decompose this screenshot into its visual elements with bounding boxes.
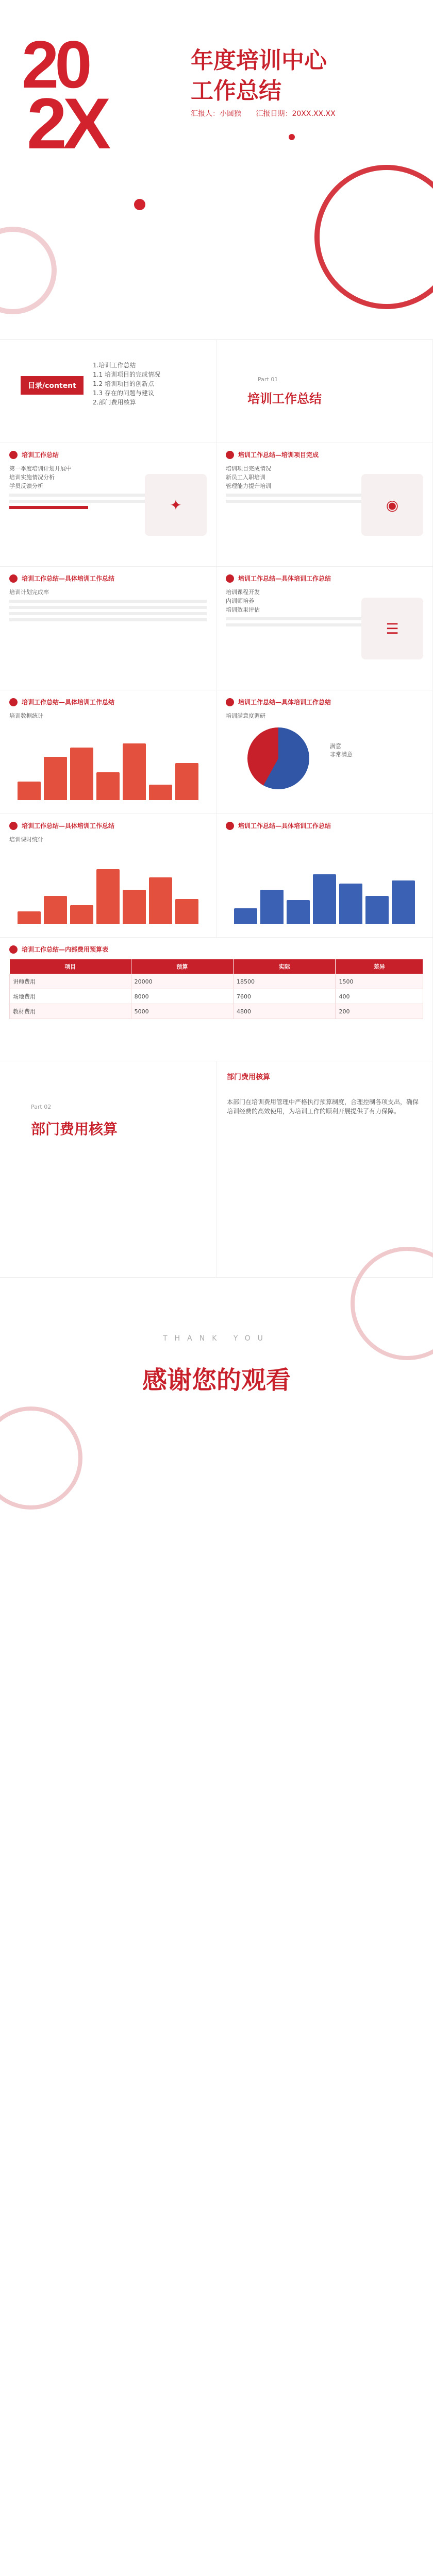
slide-header bbox=[9, 698, 207, 706]
slide-text: 新员工入职培训 bbox=[226, 474, 265, 481]
illustration-icon: ☰ bbox=[361, 598, 423, 659]
bullet-icon bbox=[9, 574, 18, 583]
table-cell: 1500 bbox=[336, 974, 423, 989]
slide-content bbox=[9, 588, 207, 621]
bar bbox=[149, 785, 172, 800]
cover-title bbox=[191, 45, 327, 107]
slide-title: 培训工作总结—培训项目完成 bbox=[238, 451, 319, 459]
part-02-slide bbox=[0, 1061, 216, 1278]
slide-text: 管理能力提升培训 bbox=[226, 483, 271, 489]
table-header-cell: 项目 bbox=[10, 959, 131, 974]
placeholder-line bbox=[9, 612, 207, 615]
decor-dot-icon bbox=[134, 199, 145, 210]
table-row bbox=[10, 1004, 423, 1019]
table-cell: 200 bbox=[336, 1004, 423, 1019]
slide-text: 培训项目完成情况 bbox=[226, 465, 271, 472]
table-cell: 5000 bbox=[131, 1004, 233, 1019]
pie-legend bbox=[330, 742, 353, 758]
bar bbox=[313, 874, 336, 924]
accent-line bbox=[9, 506, 88, 509]
table-cell: 7600 bbox=[234, 989, 336, 1004]
part-label: Part 01 bbox=[258, 376, 278, 383]
bar bbox=[70, 748, 93, 800]
table-cell: 教材费用 bbox=[10, 1004, 131, 1019]
agenda-chip: 目录/content bbox=[21, 376, 84, 395]
year-top: 20 bbox=[22, 27, 88, 102]
slide-header bbox=[9, 450, 207, 459]
slide-header bbox=[226, 450, 423, 459]
part-title: 部门费用核算 bbox=[31, 1121, 118, 1138]
part-02-row bbox=[0, 1061, 433, 1278]
table-cell: 场地费用 bbox=[10, 989, 131, 1004]
part-label: Part 02 bbox=[31, 1104, 52, 1110]
placeholder-line bbox=[9, 606, 207, 609]
slide-title: 培训工作总结—具体培训工作总结 bbox=[22, 575, 115, 582]
slide-4 bbox=[216, 567, 433, 690]
slide-text: 培训课时统计 bbox=[9, 836, 43, 843]
decor-ring-icon bbox=[0, 227, 57, 314]
slide-text: 培训满意度调研 bbox=[226, 713, 265, 719]
illustration-icon: ◉ bbox=[361, 474, 423, 536]
slides-grid bbox=[0, 443, 433, 1061]
bar bbox=[392, 880, 415, 924]
cover-slide bbox=[0, 0, 433, 340]
slide-6 bbox=[216, 690, 433, 814]
cover-title-line2: 工作总结 bbox=[191, 78, 281, 105]
bar bbox=[287, 900, 310, 924]
bar bbox=[96, 772, 120, 800]
reporter: 汇报人：小圆猴 bbox=[191, 110, 241, 118]
bar-chart bbox=[18, 862, 198, 924]
slide-title: 培训工作总结—具体培训工作总结 bbox=[22, 822, 115, 829]
bar bbox=[44, 896, 67, 924]
part-02-content bbox=[216, 1061, 433, 1278]
thanks-slide bbox=[0, 1278, 433, 1494]
table-cell: 讲师费用 bbox=[10, 974, 131, 989]
slide-text: 培训效果评估 bbox=[226, 606, 260, 613]
slide-text: 培训课程开发 bbox=[226, 589, 260, 596]
part-title: 培训工作总结 bbox=[247, 392, 322, 406]
placeholder-line bbox=[9, 600, 207, 603]
slide-header bbox=[9, 574, 207, 583]
slide-title: 培训工作总结—内部费用预算表 bbox=[22, 946, 109, 953]
bullet-icon bbox=[9, 451, 18, 459]
report-date: 汇报日期：20XX.XX.XX bbox=[256, 110, 336, 118]
decor-ring-icon bbox=[314, 165, 433, 309]
pie-chart bbox=[247, 727, 309, 789]
cover-meta bbox=[191, 108, 348, 118]
table-cell: 8000 bbox=[131, 989, 233, 1004]
slide-text: 学员反馈分析 bbox=[9, 483, 43, 489]
bar bbox=[234, 908, 257, 924]
bullet-icon bbox=[226, 822, 234, 830]
thanks-title: 感谢您的观看 bbox=[142, 1366, 291, 1395]
legend-item: 满意 bbox=[330, 743, 341, 750]
slide-content bbox=[9, 835, 207, 844]
slide-title: 培训工作总结—具体培训工作总结 bbox=[22, 699, 115, 706]
slide-content bbox=[226, 711, 423, 720]
slide-5 bbox=[0, 690, 216, 814]
agenda-slide bbox=[0, 340, 216, 443]
bar-chart bbox=[18, 738, 198, 800]
bullet-icon bbox=[9, 822, 18, 830]
budget-table bbox=[9, 959, 423, 1019]
slide-text: 培训数据统计 bbox=[9, 713, 43, 719]
agenda-item: 2.部门费用核算 bbox=[93, 399, 136, 406]
bar bbox=[18, 782, 41, 800]
slide-header bbox=[9, 821, 207, 830]
bar bbox=[260, 890, 284, 924]
thanks-caption: THANK YOU bbox=[163, 1334, 270, 1343]
table-header-cell: 差异 bbox=[336, 959, 423, 974]
slide-3 bbox=[0, 567, 216, 690]
agenda-row bbox=[0, 340, 433, 443]
agenda-item: 1.培训工作总结 bbox=[93, 362, 136, 369]
table-cell: 18500 bbox=[234, 974, 336, 989]
table-cell: 20000 bbox=[131, 974, 233, 989]
agenda-item: 1.3 存在的问题与建议 bbox=[93, 389, 154, 397]
placeholder-line bbox=[9, 618, 207, 621]
slide-header bbox=[226, 574, 423, 583]
slide-title: 培训工作总结—具体培训工作总结 bbox=[238, 822, 331, 829]
bar bbox=[123, 743, 146, 800]
section-paragraph: 本部门在培训费用管理中严格执行预算制度，合理控制各项支出，确保培训经费的高效使用，为培训工作的顺利开展提供了有力保障。 bbox=[227, 1098, 419, 1115]
bullet-icon bbox=[226, 574, 234, 583]
decor-ring-icon bbox=[0, 1406, 82, 1510]
slide-9 bbox=[0, 938, 433, 1061]
bullet-icon bbox=[9, 698, 18, 706]
bar-chart bbox=[234, 862, 415, 924]
year-bottom: 2X bbox=[27, 83, 107, 164]
slide-text: 第一季度培训计划开展中 bbox=[9, 465, 72, 472]
table-cell: 4800 bbox=[234, 1004, 336, 1019]
slide-text: 内训师培养 bbox=[226, 598, 254, 604]
table-header-cell: 实际 bbox=[234, 959, 336, 974]
bar bbox=[149, 877, 172, 924]
illustration-icon: ✦ bbox=[145, 474, 207, 536]
bar bbox=[96, 869, 120, 924]
slide-header bbox=[226, 821, 423, 830]
bullet-icon bbox=[226, 698, 234, 706]
agenda-list bbox=[93, 361, 160, 407]
bar bbox=[123, 890, 146, 924]
bar bbox=[44, 757, 67, 800]
bullet-icon bbox=[9, 945, 18, 954]
bullet-icon bbox=[226, 451, 234, 459]
decor-dot-icon bbox=[289, 134, 295, 140]
table-cell: 400 bbox=[336, 989, 423, 1004]
legend-item: 非常满意 bbox=[330, 751, 353, 758]
slide-content bbox=[9, 711, 207, 720]
bar bbox=[175, 763, 198, 800]
slide-1 bbox=[0, 443, 216, 567]
slide-text: 培训计划完成率 bbox=[9, 589, 49, 596]
slide-title: 培训工作总结—具体培训工作总结 bbox=[238, 699, 331, 706]
table-row bbox=[10, 974, 423, 989]
slide-2 bbox=[216, 443, 433, 567]
bar bbox=[365, 896, 389, 924]
part-01-slide bbox=[216, 340, 433, 443]
bar bbox=[175, 899, 198, 924]
bar bbox=[18, 911, 41, 924]
bar bbox=[339, 884, 362, 924]
slide-header bbox=[226, 698, 423, 706]
table-header-cell: 预算 bbox=[131, 959, 233, 974]
slide-7 bbox=[0, 814, 216, 938]
slide-header bbox=[9, 945, 423, 954]
slide-title: 培训工作总结 bbox=[22, 451, 59, 459]
agenda-item: 1.2 培训项目的创新点 bbox=[93, 380, 154, 387]
bar bbox=[70, 905, 93, 924]
cover-title-line1: 年度培训中心 bbox=[191, 47, 327, 74]
slide-text: 培训实施情况分析 bbox=[9, 474, 55, 481]
agenda-item: 1.1 培训项目的完成情况 bbox=[93, 371, 160, 378]
section-title: 部门费用核算 bbox=[227, 1073, 270, 1081]
table-header-row bbox=[10, 959, 423, 974]
table-row bbox=[10, 989, 423, 1004]
slide-title: 培训工作总结—具体培训工作总结 bbox=[238, 575, 331, 582]
slide-8 bbox=[216, 814, 433, 938]
